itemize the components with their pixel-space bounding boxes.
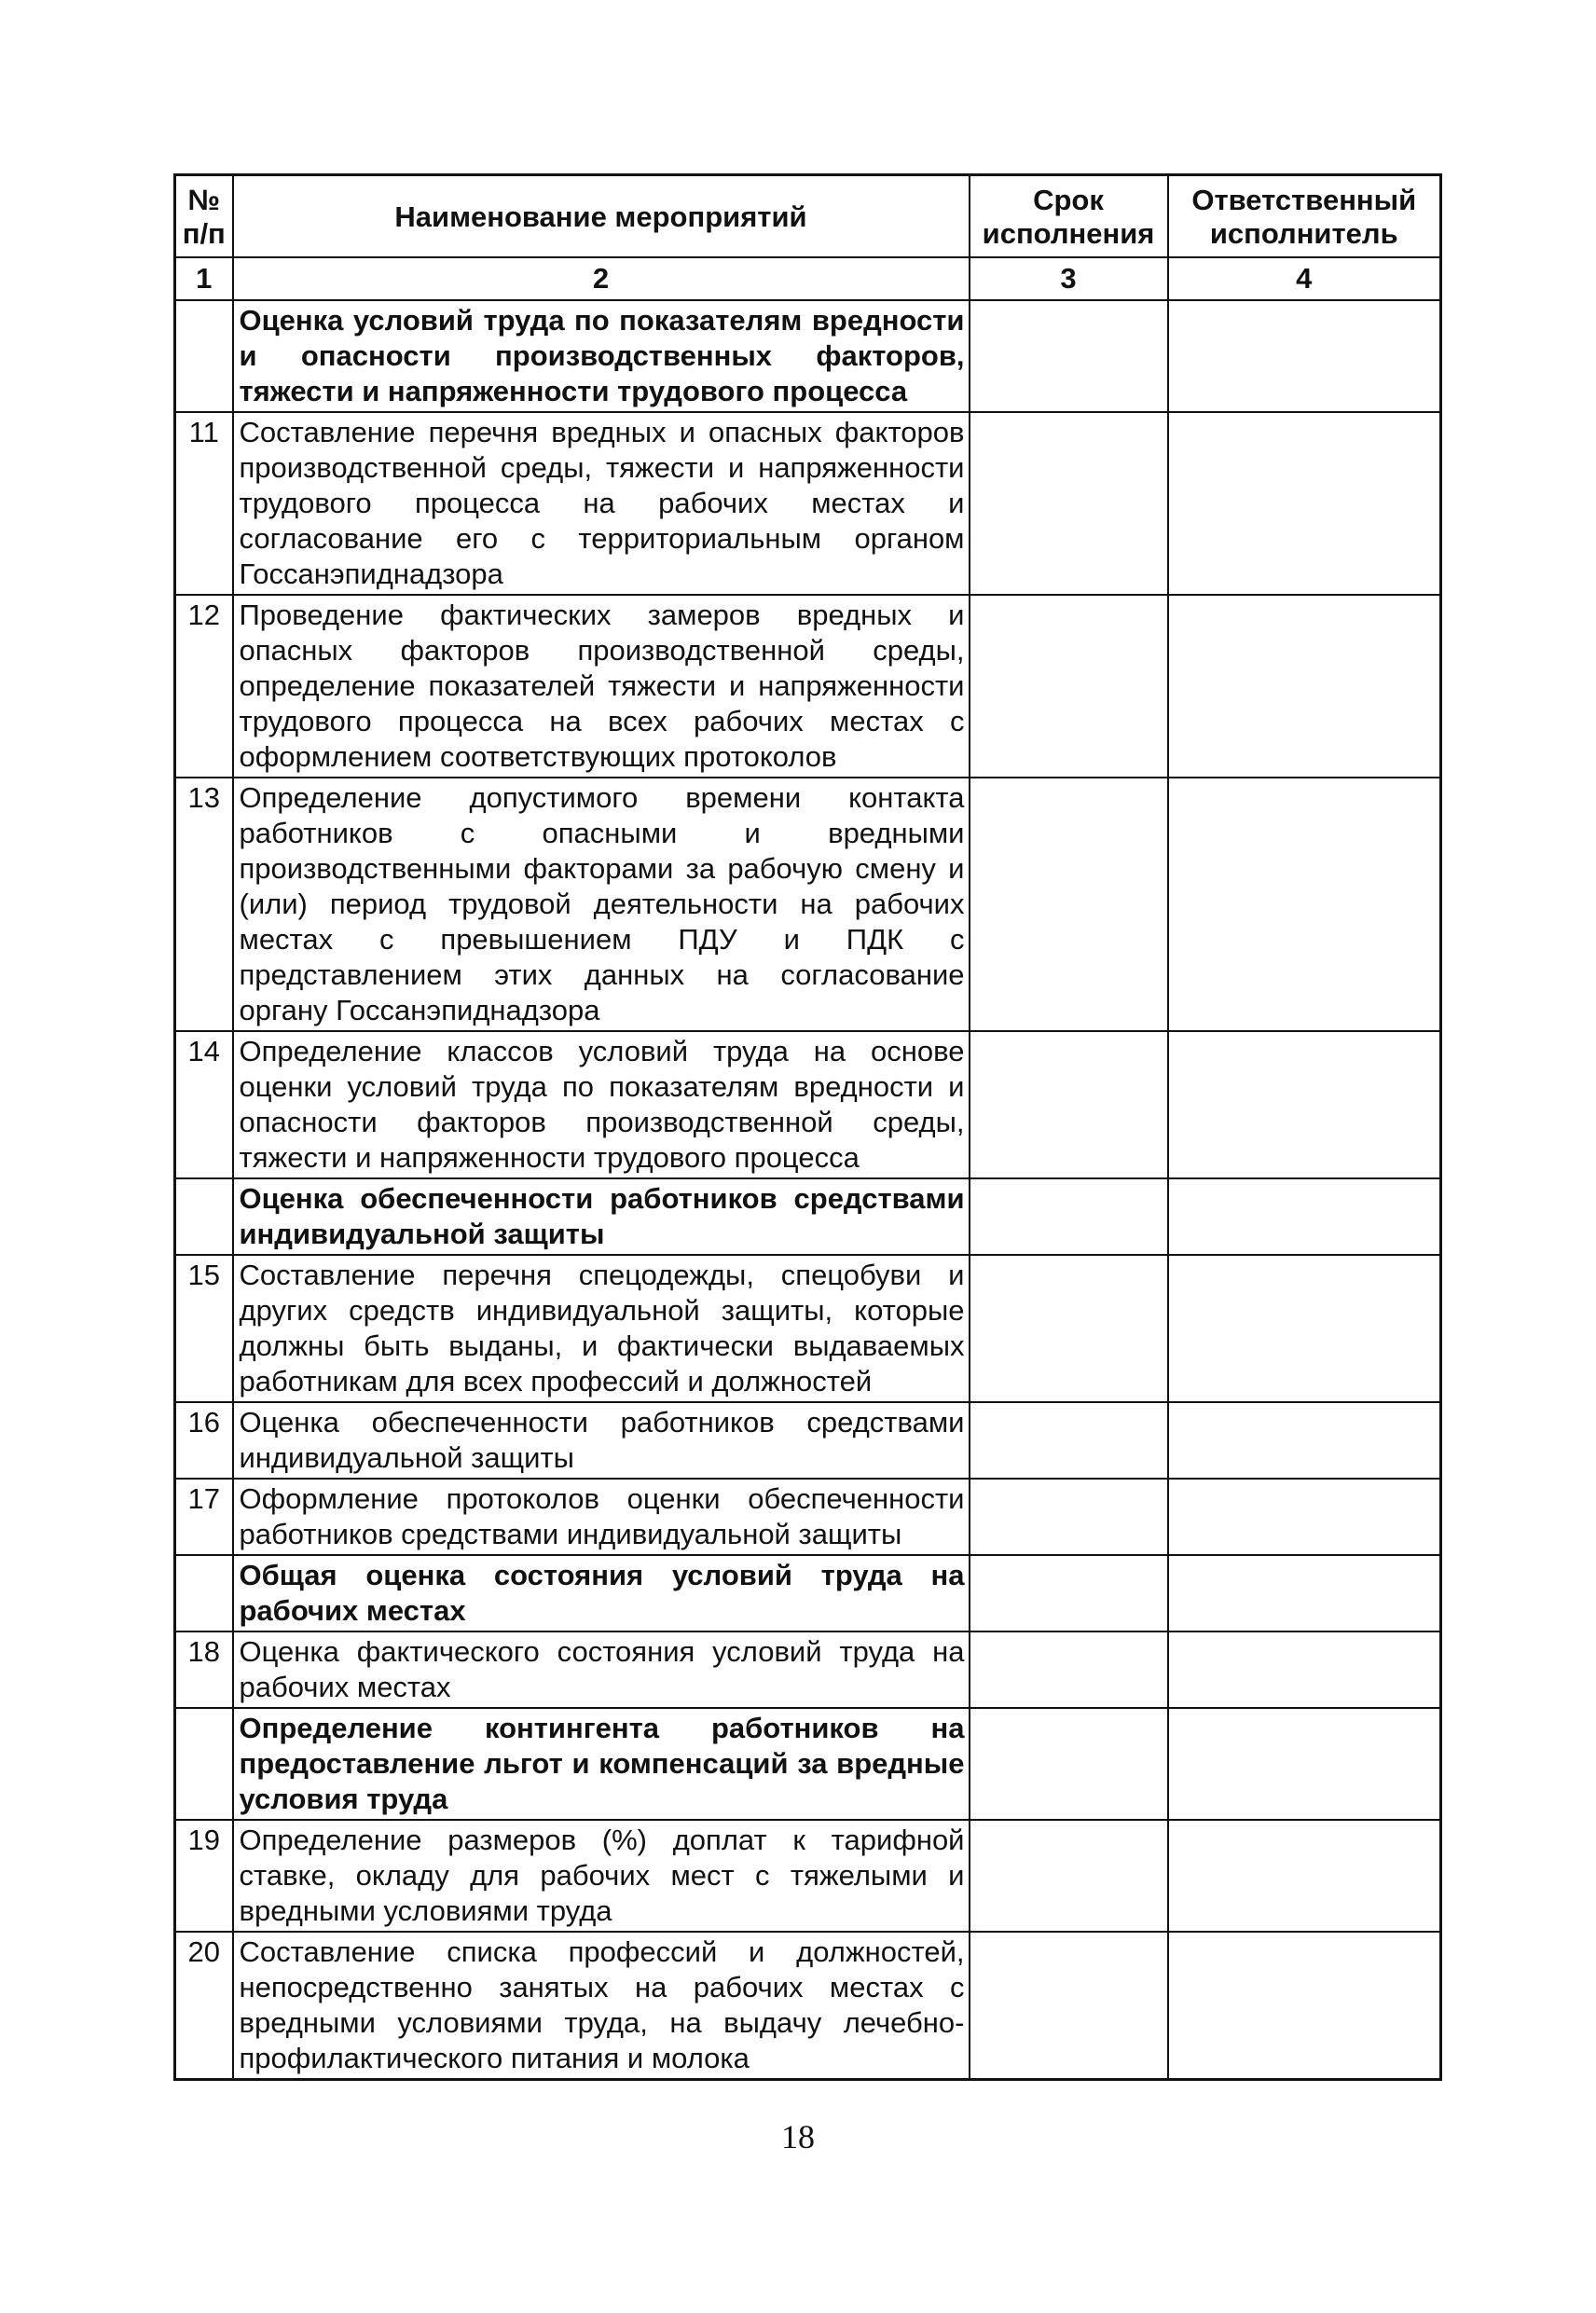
row-number bbox=[175, 1555, 233, 1631]
section-title: Общая оценка состояния условий труда на рабочих местах bbox=[233, 1555, 970, 1631]
row-number: 19 bbox=[175, 1820, 233, 1932]
row-number bbox=[175, 300, 233, 412]
section-row bbox=[175, 1708, 1441, 1820]
section-title: Оценка обеспеченности работников средствами индивидуальной защиты bbox=[233, 1178, 970, 1255]
term-cell bbox=[970, 1708, 1168, 1820]
responsible-cell bbox=[1168, 1255, 1441, 1402]
row-number: 11 bbox=[175, 412, 233, 595]
activity-name: Составление перечня вредных и опасных факторов производственной среды, тяжести и напряженности трудового процесса на рабочих местах и согласование его с территориальным органом Госсанэпиднадзора bbox=[233, 412, 970, 595]
activity-name: Составление перечня спецодежды, спецобуви и других средств индивидуальной защиты, которые должны быть выданы, и фактически выдаваемых работникам для всех профессий и должностей bbox=[233, 1255, 970, 1402]
activity-name: Определение допустимого времени контакта работников с опасными и вредными производственными факторами за рабочую смену и (или) период трудовой деятельности на рабочих местах с превышением ПДУ и ПДК с представлением этих данных на согласование органу Госсанэпиднадзора bbox=[233, 778, 970, 1031]
column-number: 1 bbox=[175, 257, 233, 300]
responsible-cell bbox=[1168, 595, 1441, 778]
responsible-cell bbox=[1168, 1479, 1441, 1555]
activity-name: Оформление протоколов оценки обеспеченности работников средствами индивидуальной защиты bbox=[233, 1479, 970, 1555]
table-row bbox=[175, 1479, 1441, 1555]
responsible-cell bbox=[1168, 1932, 1441, 2080]
term-cell bbox=[970, 778, 1168, 1031]
responsible-cell bbox=[1168, 1031, 1441, 1178]
responsible-cell bbox=[1168, 1631, 1441, 1708]
activity-name: Проведение фактических замеров вредных и опасных факторов производственной среды, определение показателей тяжести и напряженности трудового процесса на всех рабочих местах с оформлением соответствующих протоколов bbox=[233, 595, 970, 778]
row-number: 14 bbox=[175, 1031, 233, 1178]
table-row bbox=[175, 1820, 1441, 1932]
activities-table bbox=[173, 173, 1442, 2081]
responsible-cell bbox=[1168, 1402, 1441, 1479]
table-row bbox=[175, 1255, 1441, 1402]
activity-name: Составление списка профессий и должностей, непосредственно занятых на рабочих местах с вредными условиями труда, на выдачу лечебно-профилактического питания и молока bbox=[233, 1932, 970, 2080]
table-row bbox=[175, 412, 1441, 595]
activity-name: Определение размеров (%) доплат к тарифной ставке, окладу для рабочих мест с тяжелыми и вредными условиями труда bbox=[233, 1820, 970, 1932]
column-number: 2 bbox=[233, 257, 970, 300]
header-num: № п/п bbox=[175, 175, 233, 258]
header-term: Срок исполнения bbox=[970, 175, 1168, 258]
section-row bbox=[175, 1178, 1441, 1255]
activity-name: Оценка фактического состояния условий труда на рабочих местах bbox=[233, 1631, 970, 1708]
table-row bbox=[175, 1631, 1441, 1708]
row-number: 15 bbox=[175, 1255, 233, 1402]
term-cell bbox=[970, 1555, 1168, 1631]
header-responsible: Ответственный исполнитель bbox=[1168, 175, 1441, 258]
section-row bbox=[175, 300, 1441, 412]
term-cell bbox=[970, 595, 1168, 778]
row-number: 16 bbox=[175, 1402, 233, 1479]
table-body bbox=[175, 300, 1441, 2080]
responsible-cell bbox=[1168, 1708, 1441, 1820]
term-cell bbox=[970, 1631, 1168, 1708]
table-row bbox=[175, 778, 1441, 1031]
row-number bbox=[175, 1178, 233, 1255]
term-cell bbox=[970, 300, 1168, 412]
page-number: 18 bbox=[781, 2118, 815, 2155]
responsible-cell bbox=[1168, 778, 1441, 1031]
column-number: 3 bbox=[970, 257, 1168, 300]
term-cell bbox=[970, 1031, 1168, 1178]
responsible-cell bbox=[1168, 1178, 1441, 1255]
responsible-cell bbox=[1168, 1555, 1441, 1631]
column-number: 4 bbox=[1168, 257, 1441, 300]
responsible-cell bbox=[1168, 412, 1441, 595]
term-cell bbox=[970, 1178, 1168, 1255]
row-number: 18 bbox=[175, 1631, 233, 1708]
row-number bbox=[175, 1708, 233, 1820]
section-title: Оценка условий труда по показателям вредности и опасности производственных факторов, тяжести и напряженности трудового процесса bbox=[233, 300, 970, 412]
activity-name: Оценка обеспеченности работников средствами индивидуальной защиты bbox=[233, 1402, 970, 1479]
row-number: 17 bbox=[175, 1479, 233, 1555]
activity-name: Определение классов условий труда на основе оценки условий труда по показателям вредности и опасности факторов производственной среды, тяжести и напряженности трудового процесса bbox=[233, 1031, 970, 1178]
row-number: 13 bbox=[175, 778, 233, 1031]
header-name: Наименование мероприятий bbox=[233, 175, 970, 258]
section-title: Определение контингента работников на предоставление льгот и компенсаций за вредные условия труда bbox=[233, 1708, 970, 1820]
table-row bbox=[175, 1031, 1441, 1178]
term-cell bbox=[970, 1479, 1168, 1555]
responsible-cell bbox=[1168, 300, 1441, 412]
term-cell bbox=[970, 1820, 1168, 1932]
term-cell bbox=[970, 1932, 1168, 2080]
term-cell bbox=[970, 1255, 1168, 1402]
section-row bbox=[175, 1555, 1441, 1631]
column-number-row bbox=[175, 257, 1441, 300]
term-cell bbox=[970, 1402, 1168, 1479]
term-cell bbox=[970, 412, 1168, 595]
table-row bbox=[175, 595, 1441, 778]
table-row bbox=[175, 1932, 1441, 2080]
responsible-cell bbox=[1168, 1820, 1441, 1932]
row-number: 20 bbox=[175, 1932, 233, 2080]
table-header-row bbox=[175, 175, 1441, 258]
row-number: 12 bbox=[175, 595, 233, 778]
table-row bbox=[175, 1402, 1441, 1479]
